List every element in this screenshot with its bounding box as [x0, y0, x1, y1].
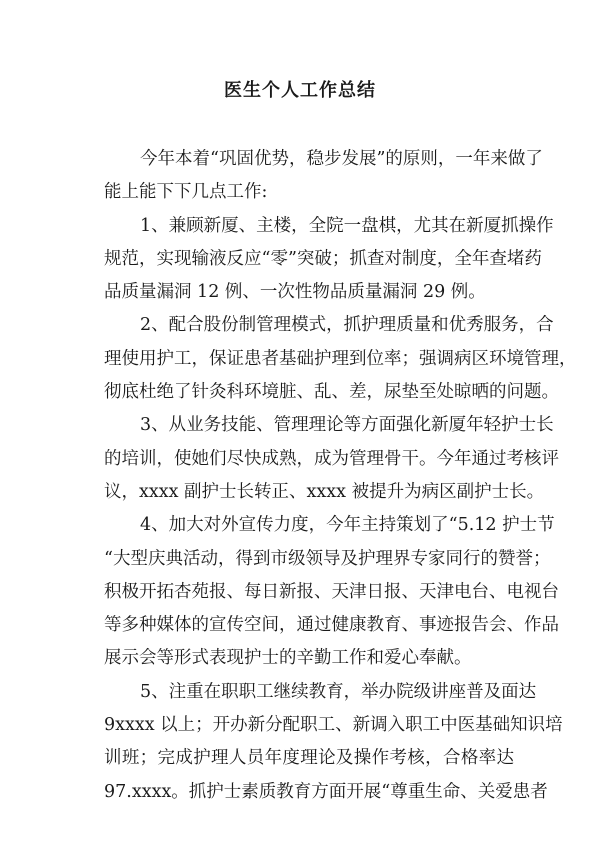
paragraph-line: 展示会等形式表现护士的辛勤工作和爱心奉献。	[104, 648, 472, 669]
paragraph	[104, 309, 577, 409]
document-body	[104, 143, 577, 809]
document-title: 医生个人工作总结	[224, 80, 376, 101]
paragraph-line: 议，xxxx 副护士长转正、xxxx 被提升为病区副护士长。	[104, 481, 545, 502]
paragraph-line: 理使用护工，保证患者基础护理到位率；强调病区环境管理，	[104, 348, 577, 369]
paragraph-line: 等多种媒体的宣传空间，通过健康教育、事迹报告会、作品	[104, 615, 559, 636]
paragraph	[104, 409, 559, 509]
paragraph-line: 5、注重在职职工继续教育，举办院级讲座普及面达	[140, 681, 537, 702]
paragraph-line: 2、配合股份制管理模式，抓护理质量和优秀服务，合	[140, 315, 554, 336]
paragraph-line: 训班；完成护理人员年度理论及操作考核，合格率达	[104, 748, 514, 769]
paragraph-line: 1、兼顾新厦、主楼，全院一盘棋，尤其在新厦抓操作	[140, 215, 554, 236]
paragraph-line: 品质量漏洞 12 例、一次性物品质量漏洞 29 例。	[104, 282, 486, 303]
paragraph-line: “大型庆典活动，得到市级领导及护理界专家同行的赞誉；	[104, 548, 551, 569]
paragraph-line: 9xxxx 以上；开办新分配职工、新调入职工中医基础知识培	[104, 715, 563, 736]
paragraph-line: 4、加大对外宣传力度，今年主持策划了“5.12 护士节	[140, 515, 555, 536]
paragraph-line: 积极开拓杏苑报、每日新报、天津日报、天津电台、电视台	[104, 581, 559, 602]
paragraph	[104, 676, 563, 809]
paragraph-line: 能上能下下几点工作:	[104, 182, 268, 203]
paragraph	[104, 210, 554, 310]
paragraph-line: 97.xxxx。抓护士素质教育方面开展“尊重生命、关爱患者	[104, 781, 548, 802]
paragraph-line: 今年本着“巩固优势，稳步发展”的原则，一年来做了	[140, 149, 543, 169]
paragraph	[104, 509, 559, 675]
paragraph-line: 规范，实现输液反应“零”突破；抓查对制度，全年查堵药	[104, 248, 542, 269]
paragraph	[104, 143, 543, 210]
paragraph-line: 的培训，使她们尽快成熟，成为管理骨干。今年通过考核评	[104, 448, 559, 469]
paragraph-line: 彻底杜绝了针灸科环境脏、乱、差，尿垫至处晾晒的问题。	[104, 382, 559, 403]
paragraph-line: 3、从业务技能、管理理论等方面强化新厦年轻护士长	[140, 415, 554, 436]
